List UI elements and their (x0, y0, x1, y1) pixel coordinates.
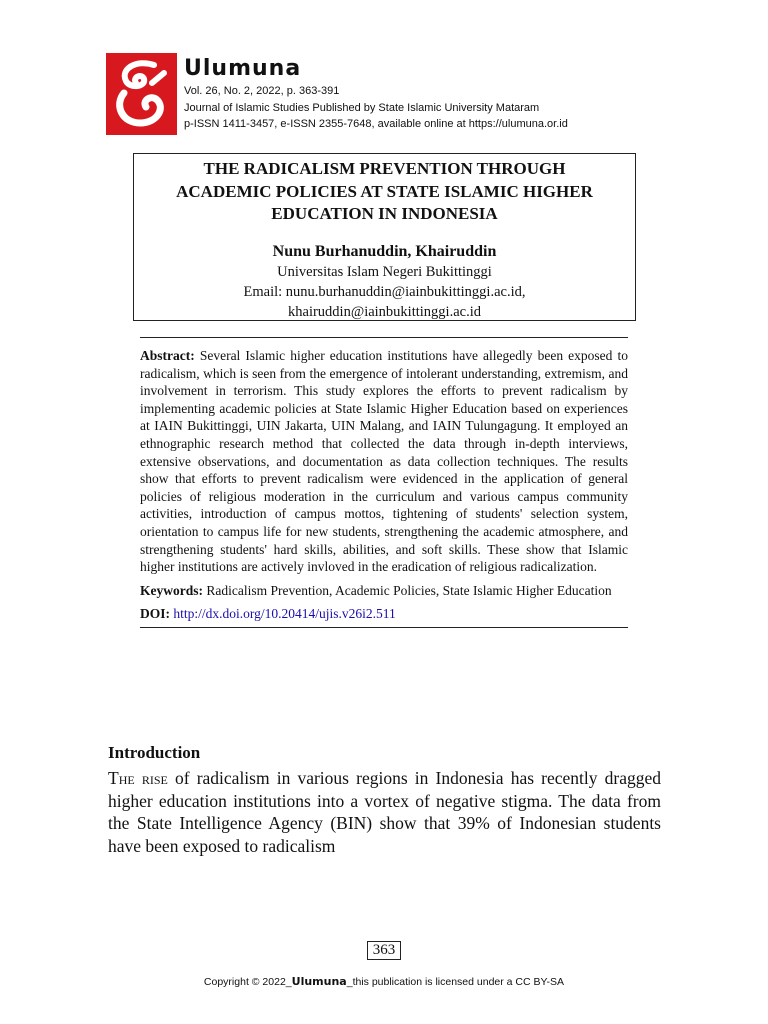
journal-name: Ulumuna (184, 56, 302, 81)
journal-issn: p-ISSN 1411-3457, e-ISSN 2355-7648, available online at https://ulumuna.or.id (184, 118, 568, 130)
journal-logo (106, 53, 177, 135)
doi-label: DOI: (140, 606, 170, 622)
copyright-suffix: _this publication is licensed under a CC BY-SA (346, 976, 565, 988)
copyright-notice (0, 975, 768, 988)
title-line: THE RADICALISM PREVENTION THROUGH (203, 159, 566, 178)
section-heading: Introduction (108, 743, 201, 762)
paper-title (154, 158, 615, 226)
paper-email: Email: nunu.burhanuddin@iainbukittinggi.ac.id, (243, 283, 526, 300)
abstract-text: Several Islamic higher education institutions have allegedly been exposed to radicalism, which is seen from the emergence of intolerant understanding, extremism, and involvement in terrorism. This study explores the efforts to prevent radicalism by implementing academic policies at State Islamic Higher Education based on experiences at IAIN Bukittinggi, UIN Jakarta, UIN Malang, and IAIN Tulungagung. It employed an ethnographic research method that collected the data through in-depth interviews, extensive observations, and documentation as data collection techniques. The results show that efforts to prevent radicalism were evidenced in the application of general policies of religious moderation in the curriculum and various campus community activities, introduction of campus mottos, tightening of students' selection system, orientation to campus life for new students, strengthening the academic atmosphere, and strengthening students' hard skills, abilities, and soft skills. These show that Islamic higher institutions are actively invloved in the eradication of religious radicalization. (140, 348, 628, 575)
doi (140, 605, 628, 623)
introduction-paragraph (108, 767, 661, 857)
paper-affiliation: Universitas Islam Negeri Bukittinggi (277, 263, 492, 280)
keywords-label: Keywords: (140, 582, 203, 598)
title-line: EDUCATION IN INDONESIA (271, 204, 498, 223)
journal-volume: Vol. 26, No. 2, 2022, p. 363-391 (184, 85, 340, 97)
journal-publisher: Journal of Islamic Studies Published by State Islamic University Mataram (184, 101, 540, 114)
copyright-prefix: Copyright © 2022_ (203, 976, 292, 988)
keywords (140, 582, 628, 600)
ulumuna-logo-icon (106, 53, 177, 135)
page-number: 363 (367, 941, 401, 960)
paper-authors: Nunu Burhanuddin, Khairuddin (272, 242, 497, 260)
abstract-block (140, 337, 628, 628)
dropcap-word: The (108, 768, 135, 788)
paper-email: khairuddin@iainbukittinggi.ac.id (288, 303, 481, 320)
copyright-brand: Ulumuna (291, 975, 347, 988)
introduction-text: of radicalism in various regions in Indonesia has recently dragged higher education institutions into a vortex of negative stigma. The data from the State Intelligence Agency (BIN) show that 39% of Indonesian students have been exposed to radicalism (108, 768, 662, 856)
title-line: ACADEMIC POLICIES AT STATE ISLAMIC HIGHER (176, 181, 593, 201)
keywords-text: Radicalism Prevention, Academic Policies, State Islamic Higher Education (206, 582, 612, 598)
doi-link[interactable]: http://dx.doi.org/10.20414/ujis.v26i2.511 (173, 606, 396, 622)
abstract (140, 347, 628, 576)
smallcaps-word: rise (141, 768, 168, 788)
abstract-label: Abstract: (140, 348, 195, 363)
title-box (133, 153, 636, 321)
journal-meta (184, 83, 568, 133)
